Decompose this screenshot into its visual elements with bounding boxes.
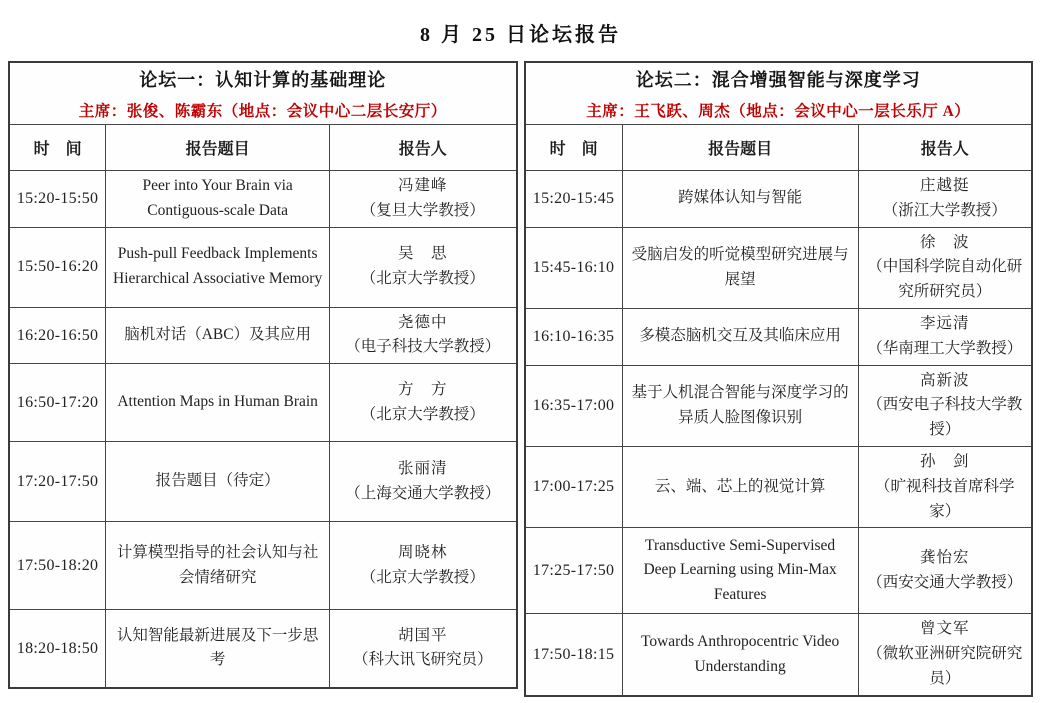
session-time: 15:50-16:20 (9, 227, 106, 307)
speaker-affiliation: （旷视科技首席科学家） (875, 477, 1015, 520)
talk-title: Transductive Semi-Supervised Deep Learning using Min-Max Features (622, 528, 858, 614)
speaker-name: 李远清 (920, 314, 970, 332)
table-row (9, 610, 517, 688)
speaker-cell (858, 446, 1032, 527)
talk-title: Towards Anthropocentric Video Understanding (622, 614, 858, 696)
speaker-name: 尧德中 (398, 313, 448, 331)
session-time: 17:25-17:50 (525, 528, 623, 614)
speaker-name: 吴 思 (398, 245, 448, 263)
page-title: 8 月 25 日论坛报告 (420, 24, 621, 46)
forum-2-table (524, 61, 1034, 697)
forum-1-column-headers (9, 125, 517, 171)
session-time: 18:20-18:50 (9, 610, 106, 688)
table-row (9, 522, 517, 610)
talk-title: 报告题目（待定） (106, 442, 330, 522)
speaker-cell (330, 171, 517, 228)
session-time: 17:50-18:15 (525, 614, 623, 696)
forum-2-chairs: 主席：王飞跃、周杰（地点：会议中心一层长乐厅 A） (586, 103, 971, 120)
column-header-topic: 报告题目 (106, 125, 330, 171)
speaker-affiliation: （中国科学院自动化研究所研究员） (867, 258, 1023, 301)
speaker-affiliation: （西安交通大学教授） (867, 573, 1023, 591)
speaker-cell (858, 528, 1032, 614)
forum-2-header-cell (525, 62, 1033, 125)
speaker-affiliation: （西安电子科技大学教授） (867, 396, 1023, 439)
speaker-affiliation: （复旦大学教授） (360, 201, 485, 219)
talk-title: 基于人机混合智能与深度学习的异质人脸图像识别 (622, 365, 858, 446)
table-row (9, 364, 517, 442)
speaker-cell (330, 610, 517, 688)
speaker-affiliation: （上海交通大学教授） (345, 484, 501, 502)
session-time: 15:45-16:10 (525, 227, 623, 308)
talk-title: Peer into Your Brain via Contiguous-scale Data (106, 171, 330, 228)
speaker-name: 徐 波 (920, 233, 970, 251)
table-row (9, 171, 517, 228)
talk-title: 云、端、芯上的视觉计算 (622, 446, 858, 527)
forum-2-header (525, 62, 1033, 125)
speaker-name: 冯建峰 (398, 177, 448, 194)
speaker-affiliation: （北京大学教授） (360, 568, 485, 586)
forum-1-chairs: 主席：张俊、陈霸东（地点：会议中心二层长安厅） (78, 103, 447, 120)
forum-tables (8, 61, 1033, 697)
session-time: 15:20-15:45 (525, 171, 623, 228)
forum-2-column-headers (525, 125, 1033, 171)
speaker-affiliation: （北京大学教授） (360, 405, 485, 423)
speaker-cell (330, 307, 517, 364)
table-row (525, 171, 1033, 228)
speaker-cell (858, 614, 1032, 696)
session-time: 17:00-17:25 (525, 446, 623, 527)
speaker-affiliation: （微软亚洲研究院研究员） (867, 645, 1023, 687)
talk-title: 多模态脑机交互及其临床应用 (622, 308, 858, 365)
talk-title: Attention Maps in Human Brain (106, 364, 330, 442)
session-time: 17:20-17:50 (9, 442, 106, 522)
session-time: 15:20-15:50 (9, 171, 106, 228)
table-row (9, 307, 517, 364)
speaker-name: 方 方 (398, 380, 448, 398)
speaker-cell (330, 227, 517, 307)
column-header-time: 时 间 (525, 125, 623, 171)
speaker-name: 庄越挺 (920, 177, 970, 194)
table-row (9, 227, 517, 307)
speaker-name: 孙 剑 (920, 452, 970, 470)
forum-1-table (8, 61, 518, 689)
speaker-cell (330, 522, 517, 610)
talk-title: 认知智能最新进展及下一步思考 (106, 610, 330, 688)
speaker-name: 高新波 (920, 371, 970, 389)
speaker-cell (858, 227, 1032, 308)
speaker-affiliation: （北京大学教授） (360, 270, 485, 288)
speaker-name: 周晓林 (398, 543, 448, 561)
speaker-cell (858, 171, 1032, 228)
session-time: 16:50-17:20 (9, 364, 106, 442)
speaker-name: 曾文军 (920, 620, 970, 638)
column-header-topic: 报告题目 (622, 125, 858, 171)
forum-1-header (9, 62, 517, 125)
speaker-cell (858, 365, 1032, 446)
speaker-cell (330, 442, 517, 522)
column-header-time: 时 间 (9, 125, 106, 171)
column-header-speaker: 报告人 (858, 125, 1032, 171)
speaker-cell (330, 364, 517, 442)
session-time: 16:10-16:35 (525, 308, 623, 365)
speaker-affiliation: （浙江大学教授） (882, 201, 1007, 219)
talk-title: 受脑启发的听觉模型研究进展与展望 (622, 227, 858, 308)
table-row (525, 446, 1033, 527)
table-row (525, 528, 1033, 614)
table-row (525, 308, 1033, 365)
talk-title: 跨媒体认知与智能 (622, 171, 858, 228)
table-row (525, 365, 1033, 446)
table-row (525, 614, 1033, 696)
session-time: 17:50-18:20 (9, 522, 106, 610)
talk-title: Push-pull Feedback Implements Hierarchical Associative Memory (106, 227, 330, 307)
speaker-name: 胡国平 (398, 626, 448, 644)
talk-title: 计算模型指导的社会认知与社会情绪研究 (106, 522, 330, 610)
table-row (525, 227, 1033, 308)
column-header-speaker: 报告人 (330, 125, 517, 171)
speaker-name: 张丽清 (398, 459, 448, 477)
speaker-name: 龚怡宏 (920, 549, 970, 567)
forum-1-header-cell (9, 62, 517, 125)
forum-1-title: 论坛一：认知计算的基础理论 (139, 70, 387, 90)
session-time: 16:20-16:50 (9, 307, 106, 364)
speaker-affiliation: （科大讯飞研究员） (353, 651, 493, 669)
speaker-affiliation: （电子科技大学教授） (345, 338, 501, 356)
table-row (9, 442, 517, 522)
forum-2-title: 论坛二：混合增强智能与深度学习 (635, 70, 921, 90)
talk-title: 脑机对话（ABC）及其应用 (106, 307, 330, 364)
session-time: 16:35-17:00 (525, 365, 623, 446)
speaker-affiliation: （华南理工大学教授） (867, 339, 1023, 357)
speaker-cell (858, 308, 1032, 365)
